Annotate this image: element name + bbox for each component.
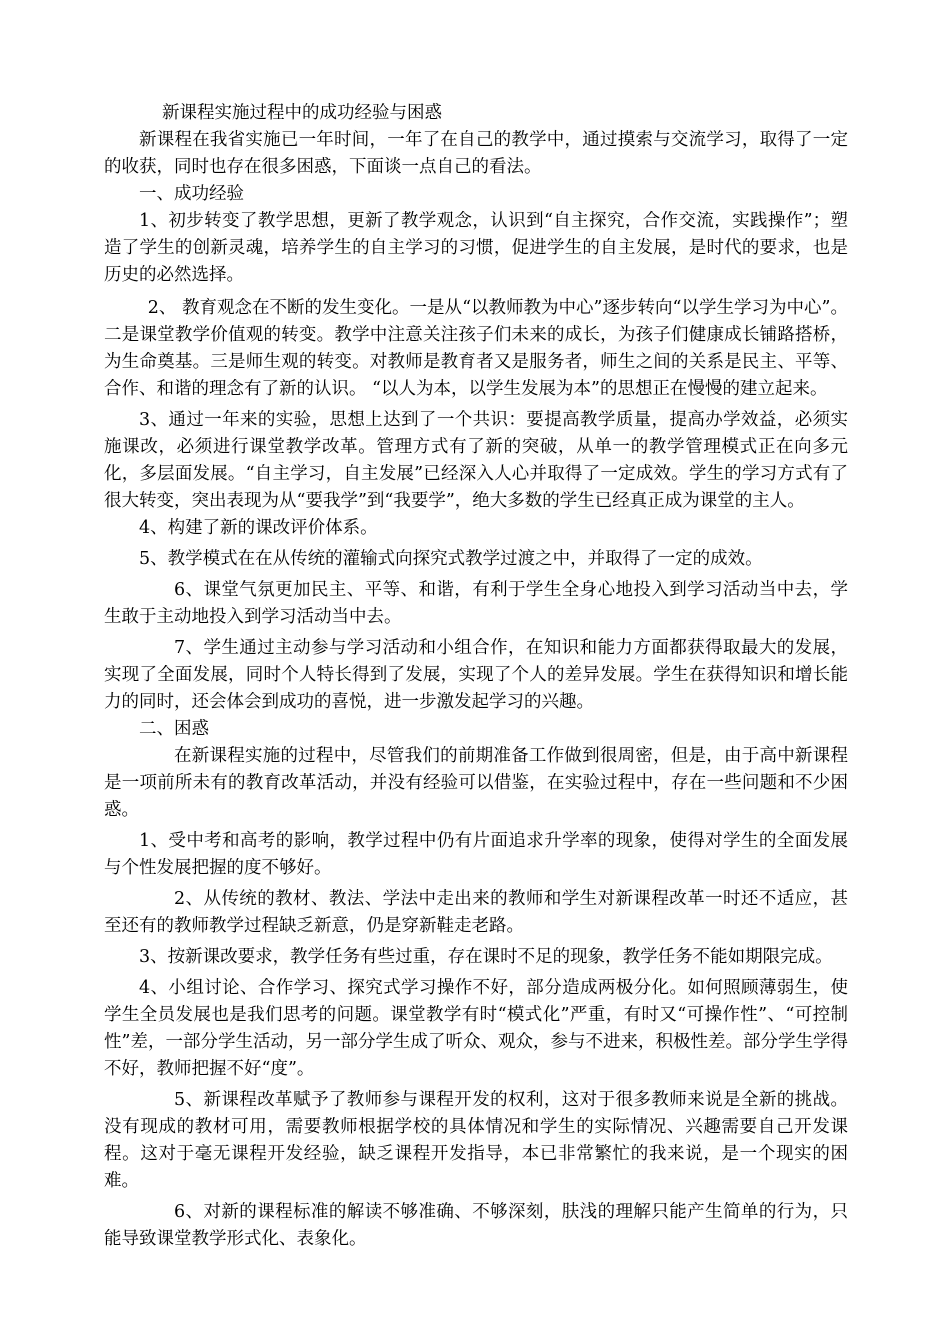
document-page bbox=[104, 100, 848, 1253]
paragraph: 新课程在我省实施已一年时间，一年了在自己的教学中，通过摸索与交流学习，取得了一定的收获，同时也存在很多困惑，下面谈一点自己的看法。 bbox=[104, 130, 848, 177]
paragraph: 6、课堂气氛更加民主、平等、和谐，有利于学生全身心地投入到学习活动当中去，学生敢于主动地投入到学习活动当中去。 bbox=[104, 580, 848, 627]
document-title: 新课程实施过程中的成功经验与困惑 bbox=[162, 103, 442, 123]
paragraph: 6、对新的课程标准的解读不够准确、不够深刻，肤浅的理解只能产生简单的行为，只能导致课堂教学形式化、表象化。 bbox=[104, 1202, 848, 1249]
paragraph: 1、受中考和高考的影响，教学过程中仍有片面追求升学率的现象，使得对学生的全面发展与个性发展把握的度不够好。 bbox=[104, 831, 848, 878]
paragraph: 3、通过一年来的实验，思想上达到了一个共识：要提高教学质量，提高办学效益，必须实施课改，必须进行课堂教学改革。管理方式有了新的突破，从单一的教学管理模式正在向多元化，多层面发展。“自主学习，自主发展”已经深入人心并取得了一定成效。学生的学习方式有了很大转变，突出表现为从“要我学”到“我要学”，绝大多数的学生已经真正成为课堂的主人。 bbox=[104, 410, 848, 511]
paragraph: 在新课程实施的过程中，尽管我们的前期准备工作做到很周密，但是，由于高中新课程是一项前所未有的教育改革活动，并没有经验可以借鉴，在实验过程中，存在一些问题和不少困惑。 bbox=[104, 746, 848, 820]
paragraph: 4、小组讨论、合作学习、探究式学习操作不好，部分造成两极分化。如何照顾薄弱生，使学生全员发展也是我们思考的问题。课堂教学有时“模式化”严重，有时又“可操作性”、“可控制性”差，一部分学生活动，另一部分学生成了听众、观众，参与不进来，积极性差。部分学生学得不好，教师把握不好“度”。 bbox=[104, 978, 848, 1079]
paragraph: 4、构建了新的课改评价体系。 bbox=[139, 518, 378, 538]
paragraph: 5、教学模式在在从传统的灌输式向探究式教学过渡之中，并取得了一定的成效。 bbox=[139, 549, 763, 569]
paragraph: 1、初步转变了教学思想，更新了教学观念，认识到“自主探究，合作交流，实践操作”；塑造了学生的创新灵魂，培养学生的自主学习的习惯，促进学生的自主发展，是时代的要求，也是历史的必然选择。 bbox=[104, 211, 848, 285]
paragraph: 7、学生通过主动参与学习活动和小组合作，在知识和能力方面都获得取最大的发展，实现了全面发展，同时个人特长得到了发展，实现了个人的差异发展。学生在获得知识和增长能力的同时，还会体会到成功的喜悦，进一步激发起学习的兴趣。 bbox=[104, 638, 848, 712]
paragraph: 二、困惑 bbox=[139, 719, 209, 739]
paragraph: 3、按新课改要求，教学任务有些过重，存在课时不足的现象，教学任务不能如期限完成。 bbox=[139, 947, 833, 967]
paragraph: 一、成功经验 bbox=[139, 184, 244, 204]
paragraph: 2、从传统的教材、教法、学法中走出来的教师和学生对新课程改革一时还不适应，甚至还有的教师教学过程缺乏新意，仍是穿新鞋走老路。 bbox=[104, 889, 848, 936]
paragraph: 5、新课程改革赋予了教师参与课程开发的权利，这对于很多教师来说是全新的挑战。没有现成的教材可用，需要教师根据学校的具体情况和学生的实际情况、兴趣需要自己开发课程。这对于毫无课程开发经验，缺乏课程开发指导，本已非常繁忙的我来说，是一个现实的困难。 bbox=[104, 1090, 848, 1191]
paragraph: 2、 教育观念在不断的发生变化。一是从“以教师教为中心”逐步转向“以学生学习为中心”。二是课堂教学价值观的转变。教学中注意关注孩子们未来的成长，为孩子们健康成长铺路搭桥，为生命奠基。三是师生观的转变。对教师是教育者又是服务者，师生之间的关系是民主、平等、合作、和谐的理念有了新的认识。 “以人为本，以学生发展为本”的思想正在慢慢的建立起来。 bbox=[104, 298, 848, 399]
document-body bbox=[104, 127, 848, 1253]
